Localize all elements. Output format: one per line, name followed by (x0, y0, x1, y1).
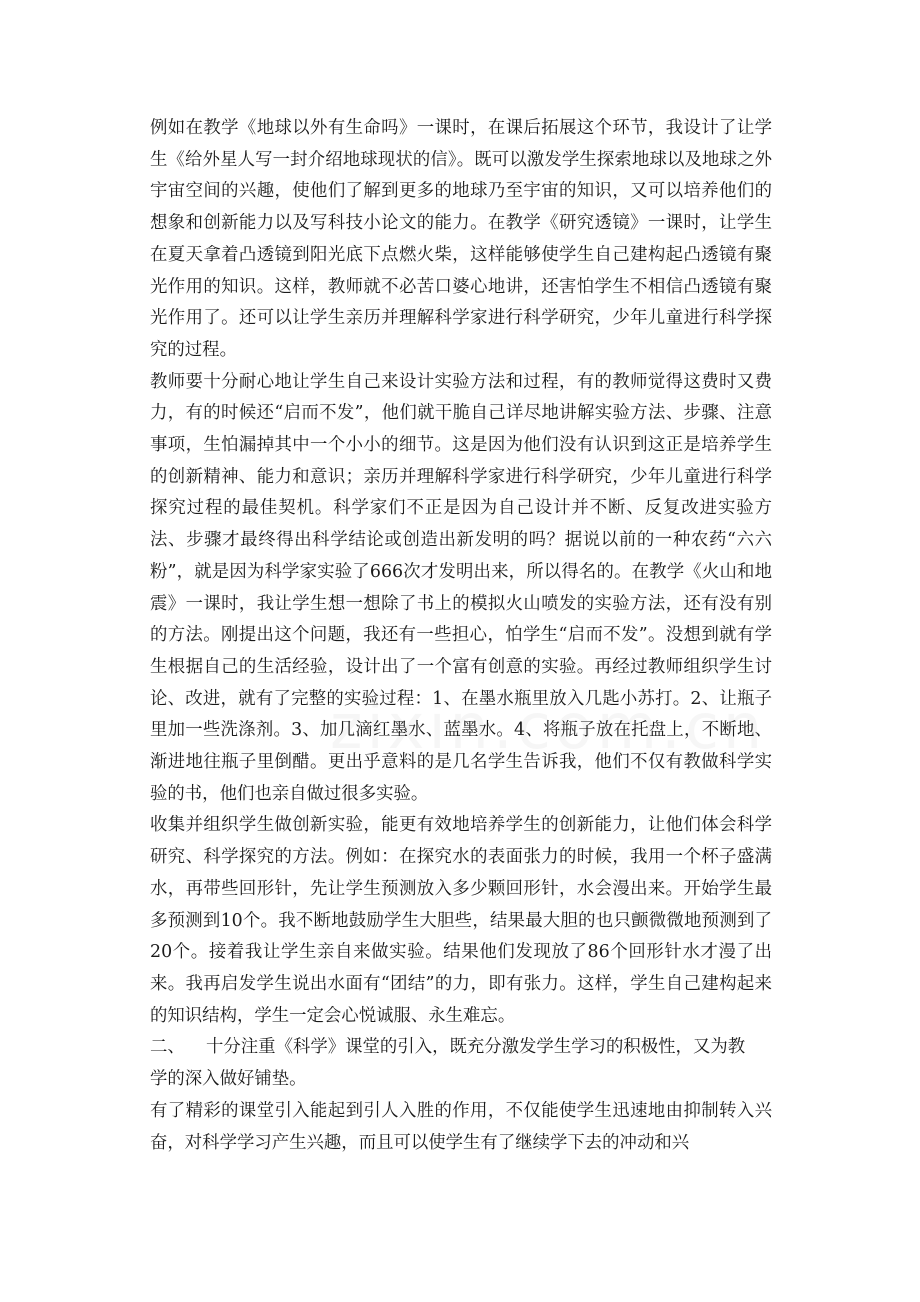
section-number: 二、 (150, 1037, 185, 1058)
paragraph-innovative-experiments: 收集并组织学生做创新实验，能更有效地培养学生的创新能力，让他们体会科学研究、科学探究的方法。例如：在探究水的表面张力的时候，我用一个杯子盛满水，再带些回形针，先让学生预测放入多少颗回形针，水会漫出来。开始学生最多预测到10个。我不断地鼓励学生大胆些，结果最大胆的也只颤微微地预测到了20个。接着我让学生亲自来做实验。结果他们发现放了86个回形针水才漫了出来。我再启发学生说出水面有“团结”的力，即有张力。这样，学生自己建构起来的知识结构，学生一定会心悦诚服、永生难忘。 (150, 815, 772, 1026)
section-heading-two (150, 1032, 772, 1064)
paragraph-teaching-examples: 例如在教学《地球以外有生命吗》一课时，在课后拓展这个环节，我设计了让学生《给外星人写一封介绍地球现状的信》。既可以激发学生探索地球以及地球之外宇宙空间的兴趣，使他们了解到更多的地球乃至宇宙的知识，又可以培养他们的想象和创新能力以及写科技小论文的能力。在教学《研究透镜》一课时，让学生在夏天拿着凸透镜到阳光底下点燃火柴，这样能够使学生自己建构起凸透镜有聚光作用的知识。这样，教师就不必苦口婆心地讲，还害怕学生不相信凸透镜有聚光作用了。还可以让学生亲历并理解科学家进行科学研究，少年儿童进行科学探究的过程。 (150, 118, 772, 360)
paragraph-classroom-introduction: 有了精彩的课堂引入能起到引人入胜的作用，不仅能使学生迅速地由抑制转入兴奋，对科学学习产生兴趣，而且可以使学生有了继续学下去的冲动和兴 (150, 1100, 772, 1153)
document-page (150, 113, 772, 1159)
section-heading-continuation: 学的深入做好铺垫。 (150, 1069, 307, 1090)
section-heading-text: 十分注重《科学》课堂的引入，既充分激发学生学习的积极性，又为教 (206, 1037, 746, 1058)
paragraph-student-designed-experiments: 教师要十分耐心地让学生自己来设计实验方法和过程，有的教师觉得这费时又费力，有的时候还“启而不发”，他们就干脆自己详尽地讲解实验方法、步骤、注意事项，生怕漏掉其中一个小小的细节。这是因为他们没有认识到这正是培养学生的创新精神、能力和意识；亲历并理解科学家进行科学研究，少年儿童进行科学探究过程的最佳契机。科学家们不正是因为自己设计并不断、反复改进实验方法、步骤才最终得出科学结论或创造出新发明的吗？据说以前的一种农药“六六粉”，就是因为科学家实验了666次才发明出来，所以得名的。在教学《火山和地震》一课时，我让学生想一想除了书上的模拟火山喷发的实验方法，还有没有别的方法。刚提出这个问题，我还有一些担心，怕学生“启而不发”。没想到就有学生根据自己的生活经验，设计出了一个富有创意的实验。再经过教师组织学生讨论、改进，就有了完整的实验过程：1、在墨水瓶里放入几匙小苏打。2、让瓶子里加一些洗涤剂。3、加几滴红墨水、蓝墨水。4、将瓶子放在托盘上，不断地、渐进地往瓶子里倒醋。更出乎意料的是几名学生告诉我，他们不仅有教做科学实验的书，他们也亲自做过很多实验。 (150, 371, 772, 804)
